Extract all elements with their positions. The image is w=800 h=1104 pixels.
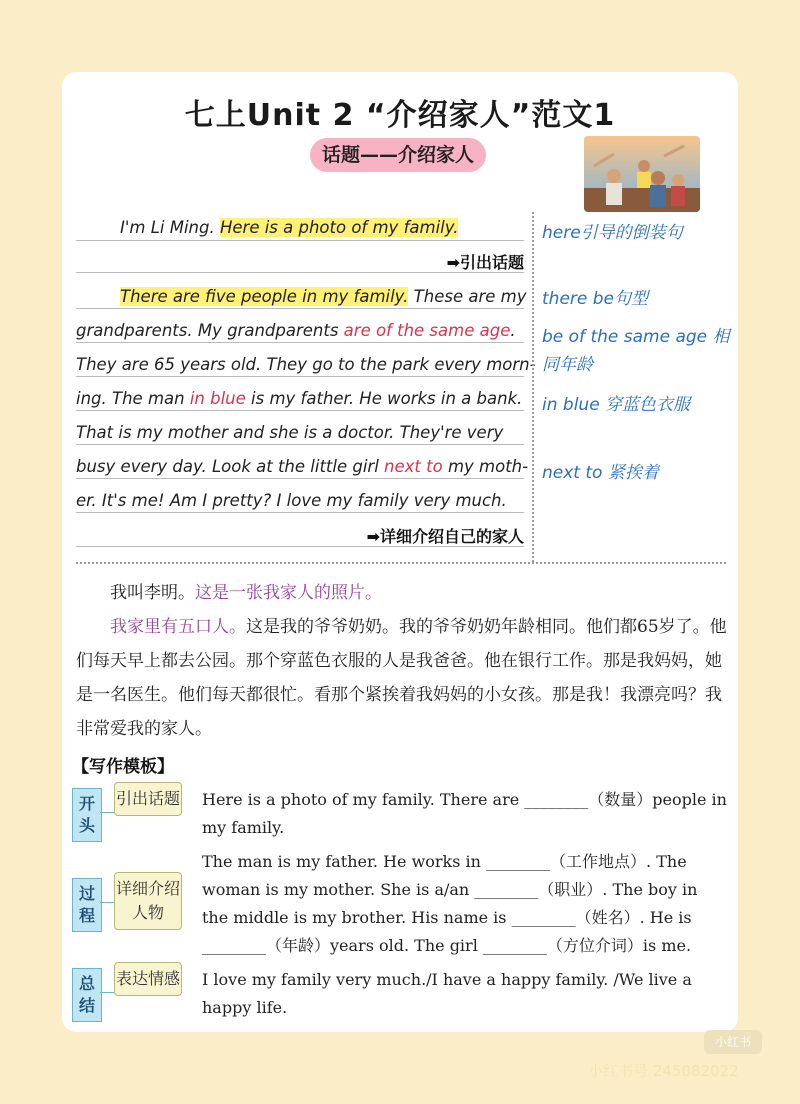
template-tag-summary: 总结	[72, 968, 102, 1022]
template-tag-opening: 开头	[72, 788, 102, 842]
topic-badge: 话题——介绍家人	[310, 138, 486, 172]
connector	[100, 902, 114, 903]
translation-text: 这是我的爷爷奶奶。我的爷爷奶奶年龄相同。他们都65岁了。他们每天早上都去公园。那个穿蓝色衣服的人是我爸爸。他在银行工作。那是我妈妈，她是一名医生。他们每天都很忙。看那个紧挨着我妈妈的小女孩。那是我！我漂亮吗？我非常爱我的家人。	[76, 617, 727, 739]
note-6: next to 紧挨着	[542, 463, 659, 483]
section-divider	[76, 562, 726, 564]
note-2: there be句型	[542, 289, 649, 309]
column-divider	[532, 212, 534, 562]
template-tag-process: 过程	[72, 878, 102, 932]
family-photo	[584, 136, 700, 212]
essay-text: er. It's me! Am I pretty? I love my family very much.	[76, 491, 507, 510]
note-1: here引导的倒装句	[542, 223, 683, 243]
essay-text: .	[510, 321, 516, 340]
essay-line-3	[76, 321, 524, 340]
highlight-text: There are five people in my family.	[120, 287, 409, 306]
translation-p2	[76, 610, 728, 746]
essay-line-8	[76, 491, 524, 510]
note-4: 同年龄	[542, 355, 593, 375]
essay-line-1	[76, 218, 524, 237]
red-phrase: next to	[384, 457, 443, 476]
essay-line-4	[76, 355, 536, 374]
watermark-id: 小红书号 245082022	[588, 1062, 739, 1080]
essay-line-6	[76, 423, 524, 442]
essay-text: is my father. He works in a bank.	[245, 389, 523, 408]
note-5: in blue 穿蓝色衣服	[542, 395, 691, 415]
red-phrase: in blue	[189, 389, 246, 408]
highlight-text: Here is a photo of my family.	[219, 218, 459, 237]
translation-p1	[76, 576, 728, 610]
template-text-process: The man is my father. He works in ________（工作地点）. The woman is my mother. She is a/an ________（职业）. The boy in the middle is my brother. His name is ________（姓名）. He is ________（年龄）years old. The girl ________（方位介词）is me.	[202, 852, 698, 955]
template-sub-process: 详细介绍人物	[114, 872, 182, 930]
template-sub-opening: 引出话题	[114, 782, 182, 816]
template-text-opening: Here is a photo of my family. There are ________（数量）people in my family.	[202, 790, 727, 837]
essay-text: That is my mother and she is a doctor. They're very	[76, 423, 504, 442]
red-phrase: are of the same age	[343, 321, 511, 340]
essay-line-7	[76, 457, 529, 476]
essay-text: These are my	[408, 287, 527, 306]
essay-text: busy every day. Look at the little girl	[76, 457, 385, 476]
essay-text: grandparents. My grandparents	[76, 321, 344, 340]
essay-text: my moth-	[442, 457, 529, 476]
essay-line-2	[76, 287, 527, 306]
template-text-summary: I love my family very much./I have a happy family. /We live a happy life.	[202, 970, 692, 1017]
template-heading: 【写作模板】	[72, 757, 174, 777]
essay-text: I'm Li Ming.	[120, 218, 220, 237]
connector	[100, 992, 114, 993]
arrow-label-detail: ➡详细介绍自己的家人	[366, 527, 524, 546]
essay-text: ing. The man	[76, 389, 190, 408]
page-title: 七上Unit 2 “介绍家人”范文1	[184, 98, 616, 133]
translation-text: 我叫李明。	[110, 583, 195, 603]
purple-text: 我家里有五口人。	[110, 617, 246, 637]
note-3: be of the same age 相	[542, 327, 730, 347]
essay-text: They are 65 years old. They go to the park every morn-	[76, 355, 536, 374]
purple-text: 这是一张我家人的照片。	[195, 583, 382, 603]
essay-line-5	[76, 389, 524, 408]
template-sub-summary: 表达情感	[114, 962, 182, 996]
page-card	[62, 72, 738, 1032]
connector	[100, 812, 114, 813]
arrow-label-intro: ➡引出话题	[446, 253, 524, 272]
watermark-badge: 小红书	[704, 1030, 762, 1054]
